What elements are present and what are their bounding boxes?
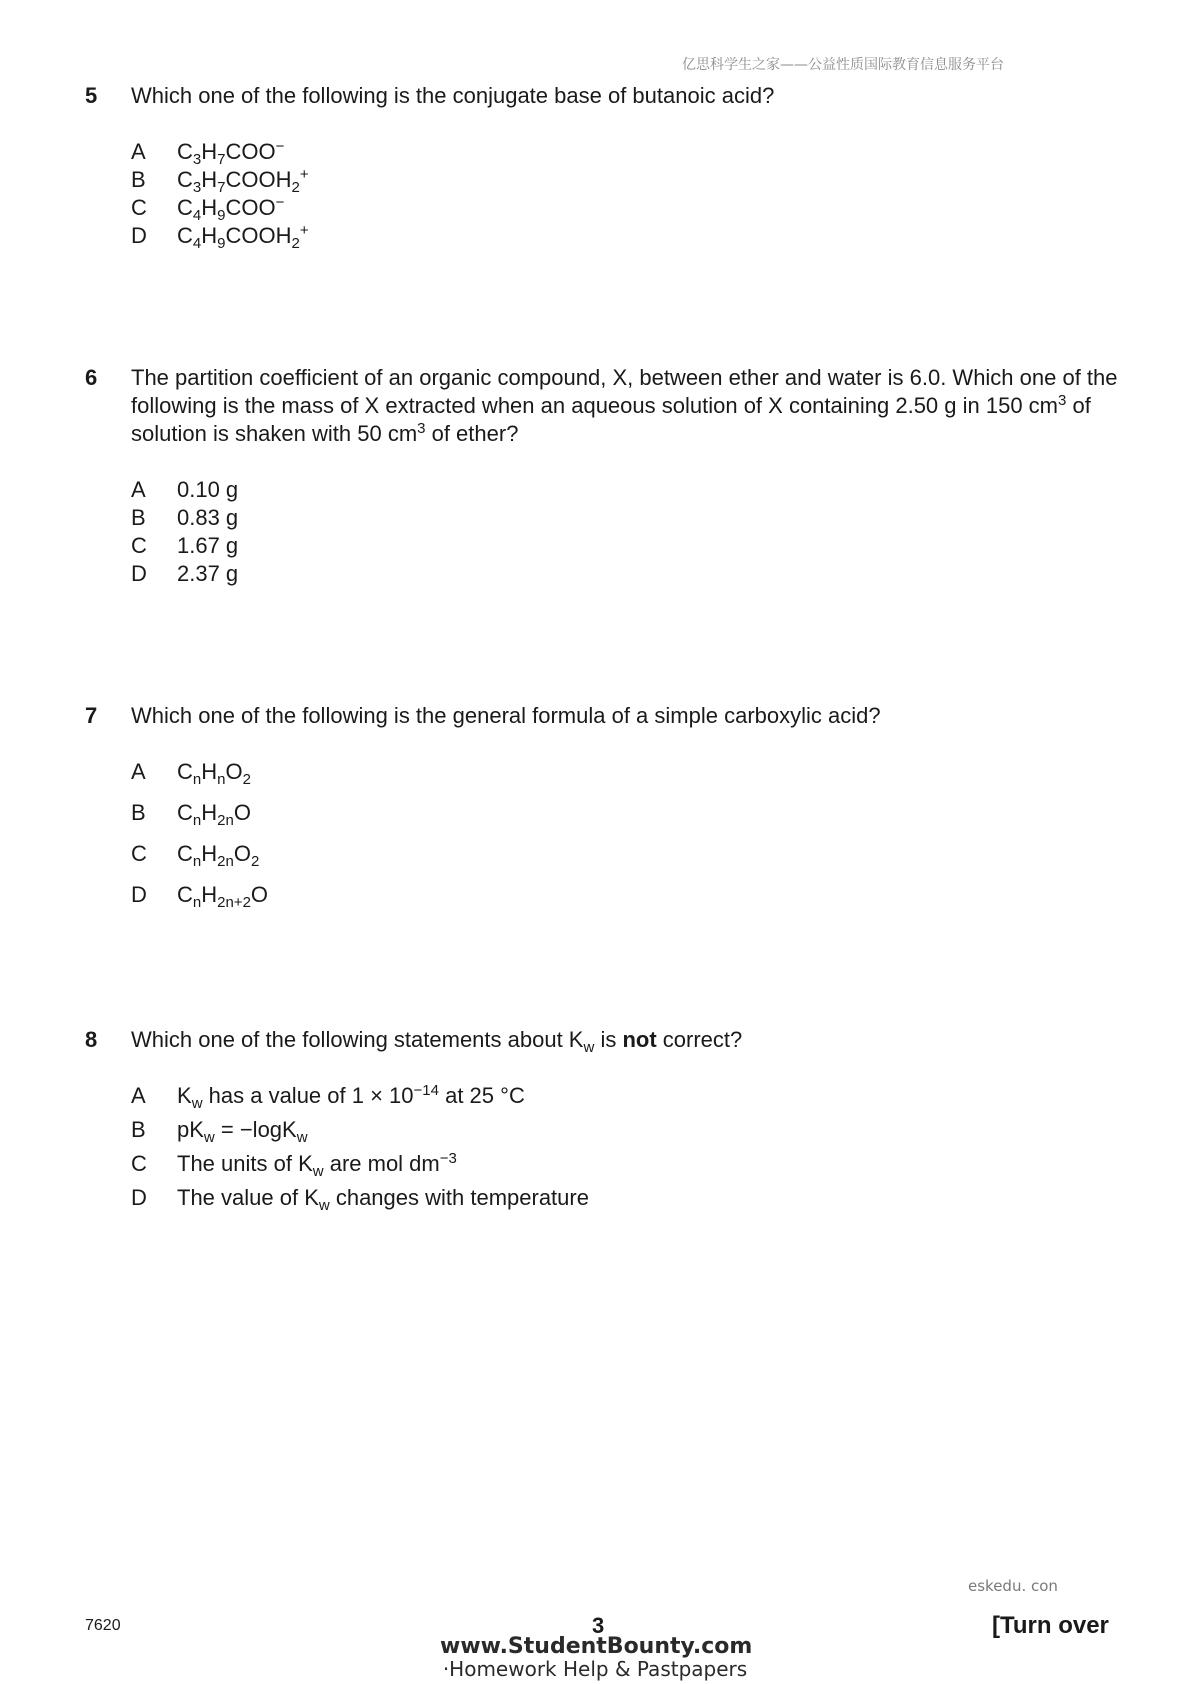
option-text: $C_3H_7COOH_2^+$ xyxy=(177,166,309,196)
option-text: 0.10 g xyxy=(177,477,239,502)
question-number: 5 xyxy=(85,83,98,108)
option-text: 1.67 g xyxy=(177,533,239,558)
option-text: $C_nH_nO_2$ xyxy=(177,759,251,788)
question-number: 7 xyxy=(85,703,98,728)
option-text: $K_w$ has a value of $1 \times 10^{-14}$ at 25 °C xyxy=(177,1082,525,1112)
header-watermark: 亿思科学生之家——公益性质国际教育信息服务平台 xyxy=(682,57,1004,73)
option-letter: A xyxy=(131,477,146,502)
studentbounty-logo xyxy=(440,1634,753,1681)
option-letter: C xyxy=(131,533,147,558)
option-letter: C xyxy=(131,841,147,866)
option-text: $C_nH_{2n+2}O$ xyxy=(177,882,269,911)
option-text: $C_nH_{2n}O_2$ xyxy=(177,841,260,870)
option-letter: A xyxy=(131,1083,146,1108)
paper-code: 7620 xyxy=(85,1617,121,1634)
question-text: Which one of the following is the general formula of a simple carboxylic acid? xyxy=(131,703,881,728)
question-number: 8 xyxy=(85,1027,98,1052)
option-letter: B xyxy=(131,800,146,825)
option-letter: C xyxy=(131,1151,147,1176)
option-text: 2.37 g xyxy=(177,561,239,586)
option-letter: A xyxy=(131,759,146,784)
option-letter: A xyxy=(131,139,146,164)
option-letter: D xyxy=(131,1185,147,1210)
option-text: $C_3H_7COO^-$ xyxy=(177,138,285,168)
option-text: $C_nH_{2n}O$ xyxy=(177,800,251,829)
option-letter: D xyxy=(131,561,147,586)
turn-over-note: [Turn over xyxy=(992,1612,1109,1639)
question-text: Which one of the following statements about $K_w$ is not correct? xyxy=(131,1027,743,1056)
logo-tagline: ·Homework Help & Pastpapers xyxy=(442,1657,748,1681)
option-letter: B xyxy=(131,505,146,530)
page-number: 3 xyxy=(592,1613,605,1638)
option-text: $C_4H_9COOH_2^+$ xyxy=(177,222,309,252)
option-text: $pK_w = -\log K_w$ xyxy=(177,1117,308,1146)
option-letter: D xyxy=(131,223,147,248)
question-text: The partition coefficient of an organic compound, X, between ether and water is 6.0. Which one of the following is the mass of X extracted when an aqueous solution of X containing 2.50 g in 150 $cm^3$ of solution is shaken with 50 $cm^3$ of ether? xyxy=(131,365,1118,446)
option-letter: B xyxy=(131,1117,146,1142)
option-text: 0.83 g xyxy=(177,505,239,530)
question-number: 6 xyxy=(85,365,98,390)
logo-url: www.StudentBounty.com xyxy=(440,1634,753,1659)
question-text: Which one of the following is the conjugate base of butanoic acid? xyxy=(131,83,775,108)
option-letter: B xyxy=(131,167,146,192)
option-text: $C_4H_9COO^-$ xyxy=(177,194,285,224)
option-text: The value of $K_w$ changes with temperature xyxy=(177,1185,589,1214)
site-watermark: eskedu. con xyxy=(968,1577,1058,1595)
option-text: The units of $K_w$ are mol $dm^{-3}$ xyxy=(177,1150,457,1180)
option-letter: D xyxy=(131,882,147,907)
option-letter: C xyxy=(131,195,147,220)
